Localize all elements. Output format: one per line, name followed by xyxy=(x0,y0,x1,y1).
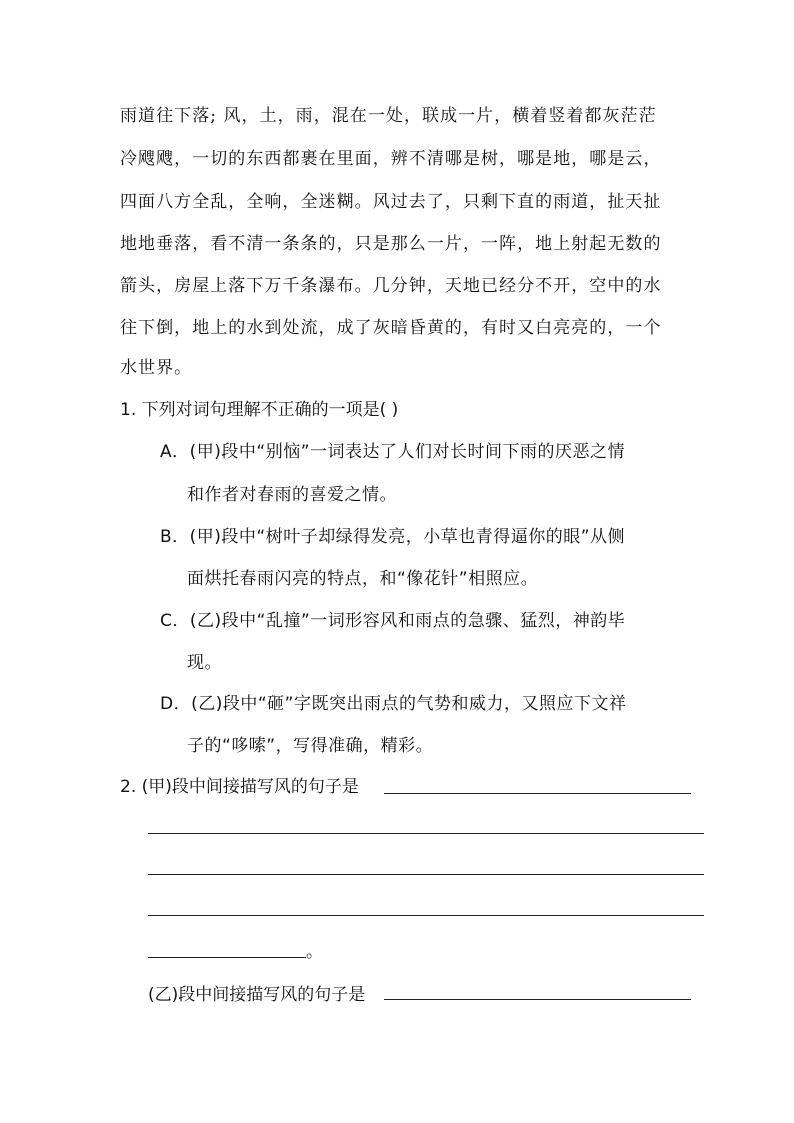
sentence-end-mark: 。 xyxy=(306,942,323,962)
answer-blank-jia[interactable] xyxy=(384,793,691,794)
passage-line: 箭头，房屋上落下万千条瀑布。几分钟，天地已经分不开，空中的水 xyxy=(120,276,662,296)
passage-line: 水世界。 xyxy=(120,358,193,378)
passage-line: 冷飕飕，一切的东西都裹在里面，辨不清哪是树，哪是地，哪是云， xyxy=(120,149,662,169)
option-a-line1: A．(甲)段中“别恼”一词表达了人们对长时间下雨的厌恶之情 xyxy=(160,442,626,462)
passage-line: 雨道往下落; 风，土，雨，混在一处，联成一片，横着竖着都灰茫茫 xyxy=(120,106,657,126)
option-d-line1: D．(乙)段中“砸”字既突出雨点的气势和威力，又照应下文祥 xyxy=(160,694,627,714)
option-a-line2: 和作者对春雨的喜爱之情。 xyxy=(187,485,397,505)
option-b-line1: B．(甲)段中“树叶子却绿得发亮，小草也青得逼你的眼”从侧 xyxy=(160,527,626,547)
option-c-line1: C．(乙)段中“乱撞”一词形容风和雨点的急骤、猛烈，神韵毕 xyxy=(160,611,626,631)
option-d-line2: 子的“哆嗦”，写得准确，精彩。 xyxy=(187,736,434,756)
answer-line-short[interactable] xyxy=(148,957,306,958)
question-2-jia-stem: 2. (甲)段中间接描写风的句子是 xyxy=(120,777,359,797)
question-2-yi-stem: (乙)段中间接描写风的句子是 xyxy=(148,985,366,1005)
answer-line[interactable] xyxy=(148,833,704,834)
question-1-stem: 1. 下列对词句理解不正确的一项是( ) xyxy=(120,400,399,420)
option-c-line2: 现。 xyxy=(187,653,222,673)
answer-line[interactable] xyxy=(148,874,704,875)
passage-line: 四面八方全乱，全响，全迷糊。风过去了，只剩下直的雨道，扯天扯 xyxy=(120,192,662,212)
answer-line[interactable] xyxy=(148,915,704,916)
answer-blank-yi[interactable] xyxy=(384,999,691,1000)
option-b-line2: 面烘托春雨闪亮的特点，和“像花针”相照应。 xyxy=(187,569,539,589)
passage-line: 往下倒，地上的水到处流，成了灰暗昏黄的，有时又白亮亮的，一个 xyxy=(120,318,662,338)
passage-line: 地地垂落，看不清一条条的，只是那么一片，一阵，地上射起无数的 xyxy=(120,234,662,254)
